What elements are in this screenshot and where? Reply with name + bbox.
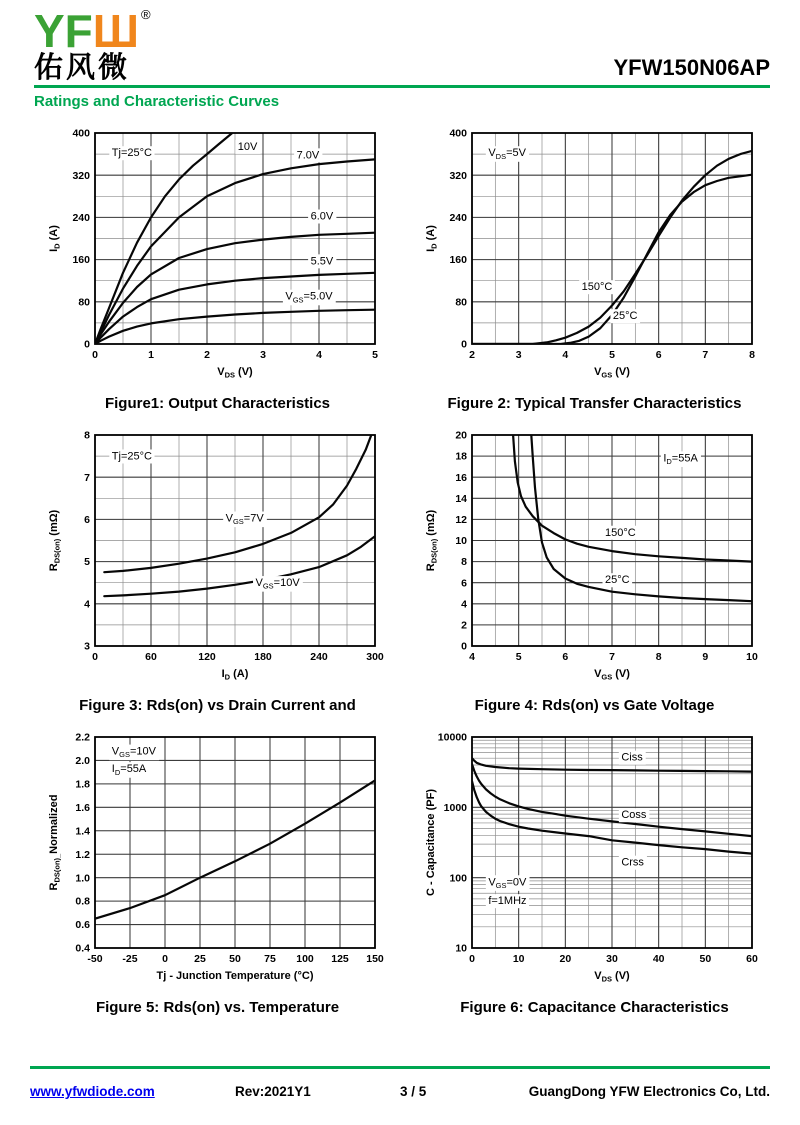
svg-text:10: 10: [512, 953, 525, 966]
figure-4-caption: Figure 4: Rds(on) vs Gate Voltage: [474, 697, 715, 715]
revision-label: Rev:2021Y1: [235, 1084, 311, 1099]
svg-text:4: 4: [315, 349, 322, 362]
svg-text:14: 14: [454, 493, 467, 506]
svg-text:0: 0: [468, 953, 475, 966]
svg-text:Coss: Coss: [620, 809, 646, 822]
svg-text:6: 6: [561, 651, 568, 664]
figure-4-plot: [422, 426, 768, 688]
svg-text:16: 16: [454, 472, 467, 485]
svg-text:25: 25: [193, 953, 206, 966]
svg-text:300: 300: [365, 651, 384, 664]
svg-text:10: 10: [454, 535, 467, 548]
svg-text:Crss: Crss: [620, 857, 644, 870]
svg-text:20: 20: [454, 429, 467, 442]
yfw-logo-icon: [34, 5, 140, 57]
svg-text:Tj - Junction Temperature (°C): Tj - Junction Temperature (°C): [156, 970, 313, 983]
svg-text:0.8: 0.8: [74, 896, 90, 909]
svg-text:160: 160: [448, 254, 467, 267]
svg-text:ID (A): $I_D$ (A): [221, 668, 248, 682]
figure-3-rdson-vs-drain-current: [40, 426, 395, 726]
svg-text:C - Capacitance (PF): C - Capacitance (PF): [424, 789, 437, 897]
figure-5-plot: [45, 728, 391, 990]
svg-text:0: 0: [91, 349, 98, 362]
svg-text:240: 240: [71, 212, 90, 225]
svg-text:40: 40: [652, 953, 665, 966]
svg-text:3: 3: [515, 349, 522, 362]
logo-yf-letters: YF: [34, 5, 93, 57]
svg-text:1.8: 1.8: [74, 778, 90, 791]
svg-text:4: 4: [561, 349, 568, 362]
svg-text:2: 2: [203, 349, 210, 362]
svg-text:7.0V: 7.0V: [296, 149, 319, 162]
figure-1-plot: [45, 124, 391, 386]
svg-text:f=1MHz: f=1MHz: [487, 895, 527, 908]
svg-text:2.2: 2.2: [74, 731, 90, 744]
svg-text:Tj=25°C: Tj=25°C: [111, 147, 152, 160]
svg-text:5: 5: [515, 651, 522, 664]
figure-5-rdson-vs-temperature: [40, 728, 395, 1028]
svg-text:12: 12: [454, 514, 467, 527]
svg-text:10V: 10V: [237, 141, 257, 154]
svg-text:125: 125: [330, 953, 349, 966]
svg-text:0.4: 0.4: [74, 942, 90, 955]
svg-text:VGS=7V: $V_{GS}=7V$: [225, 512, 264, 527]
charts-grid: [0, 110, 800, 1028]
svg-text:VGS=0V: $V_{GS}=0V$: [487, 876, 526, 891]
svg-text:30: 30: [605, 953, 618, 966]
svg-text:5: 5: [83, 556, 90, 569]
figure-3-caption: Figure 3: Rds(on) vs Drain Current and: [79, 697, 356, 715]
svg-text:7: 7: [608, 651, 615, 664]
svg-text:0: 0: [460, 640, 467, 653]
footer-divider: [30, 1066, 770, 1069]
svg-text:0: 0: [83, 338, 90, 351]
svg-text:320: 320: [71, 170, 90, 183]
svg-text:4: 4: [83, 598, 90, 611]
svg-text:RDS(on)_Normalized: $R_{DS(on)\_}Normalized$: [47, 794, 62, 891]
svg-text:20: 20: [558, 953, 571, 966]
figure-6-capacitance-characteristics: [417, 728, 772, 1028]
svg-text:6: 6: [83, 514, 90, 527]
company-logo: [34, 5, 151, 85]
figure-2-caption: Figure 2: Typical Transfer Characteristics: [447, 395, 742, 413]
svg-text:RDS(on) (mΩ): $R_{DS(on)}$ (mΩ): [47, 510, 62, 572]
svg-text:VGS=10V: $V_{GS}=10V$: [111, 745, 156, 760]
svg-text:120: 120: [197, 651, 216, 664]
svg-text:240: 240: [448, 212, 467, 225]
svg-text:180: 180: [253, 651, 272, 664]
svg-text:ID=55A: $I_D=55A$: [662, 452, 698, 467]
svg-text:8: 8: [748, 349, 755, 362]
svg-text:4: 4: [468, 651, 475, 664]
svg-text:1: 1: [147, 349, 154, 362]
svg-text:60: 60: [745, 953, 758, 966]
svg-text:1.2: 1.2: [74, 849, 90, 862]
svg-text:80: 80: [77, 296, 90, 309]
svg-text:50: 50: [228, 953, 241, 966]
svg-text:VDS (V): $V_{DS}$ (V): [593, 970, 630, 984]
svg-text:6: 6: [460, 577, 467, 590]
svg-text:ID (A): $I_D$ (A): [424, 225, 439, 253]
svg-text:6: 6: [655, 349, 662, 362]
figure-4-rdson-vs-gate-voltage: [417, 426, 772, 726]
svg-text:7: 7: [83, 472, 90, 485]
figure-6-plot: [422, 728, 768, 990]
logo-chinese-name: 佑风微: [34, 52, 131, 85]
svg-text:150°C: 150°C: [604, 527, 636, 540]
svg-text:100: 100: [448, 872, 467, 885]
page-number: 3 / 5: [400, 1084, 427, 1099]
svg-text:RDS(on) (mΩ): $R_{DS(on)}$ (mΩ): [424, 510, 439, 572]
svg-text:VGS (V): $V_{GS}$ (V): [593, 668, 630, 682]
figure-1-output-characteristics: [40, 124, 395, 424]
svg-text:1.0: 1.0: [74, 872, 90, 885]
logo-w-letter: Ш: [92, 5, 140, 57]
svg-text:150°C: 150°C: [581, 281, 612, 294]
svg-text:-25: -25: [121, 953, 138, 966]
svg-text:9: 9: [701, 651, 708, 664]
svg-text:VDS=5V: $V_{DS}=5V$: [487, 147, 526, 162]
figure-6-caption: Figure 6: Capacitance Characteristics: [460, 999, 729, 1017]
svg-text:25°C: 25°C: [604, 574, 630, 587]
company-name: GuangDong YFW Electronics Co, Ltd.: [528, 1084, 770, 1099]
svg-text:-50: -50: [86, 953, 103, 966]
svg-text:10: 10: [454, 942, 467, 955]
svg-text:25°C: 25°C: [612, 310, 638, 323]
header-divider: [34, 85, 770, 88]
svg-text:400: 400: [71, 127, 90, 140]
svg-text:10: 10: [745, 651, 758, 664]
svg-text:8: 8: [83, 429, 90, 442]
svg-text:2: 2: [468, 349, 475, 362]
page-header: [0, 0, 800, 110]
figure-2-plot: [422, 124, 768, 386]
svg-text:8: 8: [655, 651, 662, 664]
figure-3-plot: [45, 426, 391, 688]
svg-text:60: 60: [144, 651, 157, 664]
figure-2-transfer-characteristics: [417, 124, 772, 424]
website-link[interactable]: www.yfwdiode.com: [30, 1084, 155, 1099]
page-footer: [30, 1066, 770, 1099]
svg-text:0.6: 0.6: [74, 919, 90, 932]
figure-5-caption: Figure 5: Rds(on) vs. Temperature: [95, 999, 340, 1017]
svg-text:4: 4: [460, 598, 467, 611]
svg-text:80: 80: [454, 296, 467, 309]
svg-text:2.0: 2.0: [74, 755, 90, 768]
svg-text:7: 7: [701, 349, 708, 362]
svg-text:150: 150: [365, 953, 384, 966]
svg-text:3: 3: [259, 349, 266, 362]
svg-text:10000: 10000: [437, 731, 467, 744]
svg-text:VDS (V): $V_{DS}$ (V): [216, 366, 253, 380]
svg-text:VGS=10V: $V_{GS}=10V$: [255, 577, 300, 591]
svg-text:5: 5: [608, 349, 615, 362]
svg-text:0: 0: [91, 651, 98, 664]
svg-text:1000: 1000: [443, 802, 467, 815]
svg-text:50: 50: [698, 953, 711, 966]
svg-text:0: 0: [460, 338, 467, 351]
svg-text:400: 400: [448, 127, 467, 140]
svg-text:160: 160: [71, 254, 90, 267]
svg-text:ID (A): $I_D$ (A): [47, 225, 62, 253]
svg-text:VGS=5.0V: $V_{GS}=5.0V$: [284, 291, 333, 305]
svg-text:5.5V: 5.5V: [310, 255, 333, 268]
svg-text:8: 8: [460, 556, 467, 569]
svg-text:5: 5: [371, 349, 378, 362]
svg-text:1.6: 1.6: [74, 802, 90, 815]
svg-text:Ciss: Ciss: [620, 752, 643, 765]
svg-text:1.4: 1.4: [74, 825, 90, 838]
svg-text:18: 18: [454, 451, 467, 464]
part-number: YFW150N06AP: [613, 55, 770, 81]
registered-trademark-icon: ®: [141, 7, 151, 22]
svg-text:3: 3: [83, 640, 90, 653]
svg-text:VGS (V): $V_{GS}$ (V): [593, 366, 630, 380]
svg-text:100: 100: [295, 953, 314, 966]
svg-text:6.0V: 6.0V: [310, 210, 333, 223]
svg-text:0: 0: [161, 953, 168, 966]
section-title: Ratings and Characteristic Curves: [34, 93, 280, 111]
svg-text:2: 2: [460, 619, 467, 632]
figure-1-caption: Figure1: Output Characteristics: [104, 395, 331, 413]
svg-text:Tj=25°C: Tj=25°C: [111, 450, 152, 463]
svg-text:ID=55A: $I_D=55A$: [111, 763, 146, 778]
svg-text:240: 240: [309, 651, 328, 664]
svg-text:320: 320: [448, 170, 467, 183]
svg-text:75: 75: [263, 953, 276, 966]
